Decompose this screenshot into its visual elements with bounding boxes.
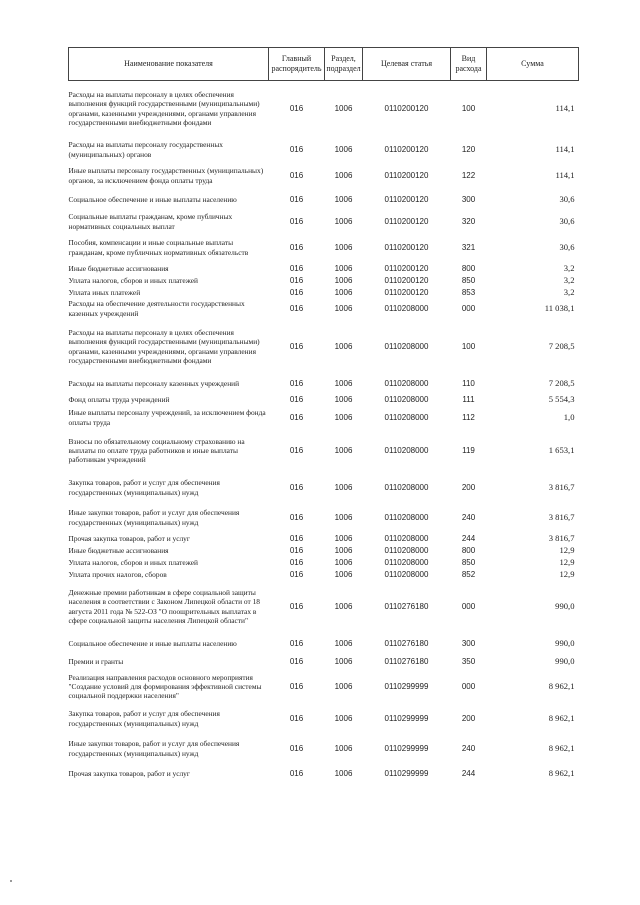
row-target-article: 0110208000 — [384, 412, 429, 422]
row-sum: 12,9 — [559, 544, 575, 555]
row-expense-type: 850 — [461, 557, 476, 567]
table-row — [69, 557, 579, 569]
row-sum: 7 208,5 — [548, 340, 575, 351]
scan-mark — [10, 880, 12, 882]
table-row — [69, 545, 579, 557]
row-main-manager: 016 — [289, 378, 304, 388]
row-target-article: 0110200120 — [384, 287, 429, 297]
row-name: Пособия, компенсации и иные социальные выплаты гражданам, кроме публичных нормативных обязательств — [68, 238, 249, 257]
budget-table — [68, 47, 579, 783]
row-section: 1006 — [334, 445, 353, 455]
row-section: 1006 — [334, 378, 353, 388]
row-expense-type: 000 — [461, 601, 476, 611]
table-row — [69, 581, 579, 633]
row-target-article: 0110200120 — [384, 194, 429, 204]
row-main-manager: 016 — [289, 242, 304, 252]
row-section: 1006 — [334, 303, 353, 313]
header-section: Раздел, подраздел — [325, 48, 363, 81]
row-sum: 990,0 — [555, 600, 575, 611]
row-section: 1006 — [334, 170, 353, 180]
table-row — [69, 733, 579, 765]
row-section: 1006 — [334, 263, 353, 273]
row-section: 1006 — [334, 512, 353, 522]
row-name: Закупка товаров, работ и услуг для обеспечения государственных (муниципальных) нужд — [68, 478, 220, 497]
row-expense-type: 120 — [461, 144, 476, 154]
row-name: Иные закупки товаров, работ и услуг для обеспечения государственных (муниципальных) нужд — [68, 508, 240, 527]
row-target-article: 0110208000 — [384, 533, 429, 543]
row-section: 1006 — [334, 482, 353, 492]
row-expense-type: 852 — [461, 569, 476, 579]
row-main-manager: 016 — [289, 445, 304, 455]
row-main-manager: 016 — [289, 394, 304, 404]
row-section: 1006 — [334, 569, 353, 579]
row-section: 1006 — [334, 656, 353, 666]
row-main-manager: 016 — [289, 170, 304, 180]
row-name: Прочая закупка товаров, работ и услуг — [68, 533, 190, 543]
row-section: 1006 — [334, 144, 353, 154]
row-sum: 8 962,1 — [548, 712, 575, 723]
row-name: Уплата иных платежей — [68, 287, 141, 297]
table-row — [69, 393, 579, 407]
row-main-manager: 016 — [289, 768, 304, 778]
table-row — [69, 705, 579, 733]
header-target-article: Целевая статья — [363, 48, 451, 81]
row-expense-type: 320 — [461, 216, 476, 226]
row-target-article: 0110200120 — [384, 170, 429, 180]
table-row — [69, 137, 579, 163]
row-name: Иные выплаты персоналу государственных (муниципальных) органов, за исключением фонда оплаты труда — [68, 166, 264, 185]
row-main-manager: 016 — [289, 104, 304, 114]
row-section: 1006 — [334, 287, 353, 297]
row-sum: 3 816,7 — [548, 481, 575, 492]
row-name: Иные выплаты персоналу учреждений, за исключением фонда оплаты труда — [68, 408, 266, 427]
row-name: Социальные выплаты гражданам, кроме публичных нормативных социальных выплат — [68, 212, 233, 231]
row-sum: 30,6 — [559, 193, 575, 204]
row-main-manager: 016 — [289, 601, 304, 611]
row-section: 1006 — [334, 713, 353, 723]
row-name: Расходы на обеспечение деятельности государственных казенных учреждений — [68, 299, 245, 318]
row-expense-type: 100 — [461, 341, 476, 351]
row-name: Уплата прочих налогов, сборов — [68, 569, 167, 579]
header-main-manager: Главный распорядитель — [269, 48, 325, 81]
row-sum: 1 653,1 — [548, 444, 575, 455]
row-name: Социальное обеспечение и иные выплаты населению — [68, 638, 237, 648]
row-expense-type: 111 — [462, 394, 475, 404]
row-target-article: 0110208000 — [384, 545, 429, 555]
row-main-manager: 016 — [289, 216, 304, 226]
row-expense-type: 200 — [461, 482, 476, 492]
row-sum: 12,9 — [559, 568, 575, 579]
table-row — [69, 375, 579, 393]
table-row — [69, 263, 579, 275]
row-target-article: 0110200120 — [384, 216, 429, 226]
row-expense-type: 200 — [461, 713, 476, 723]
row-target-article: 0110276180 — [384, 638, 429, 648]
row-section: 1006 — [334, 194, 353, 204]
row-expense-type: 300 — [461, 194, 476, 204]
row-expense-type: 000 — [461, 681, 476, 691]
row-section: 1006 — [334, 242, 353, 252]
row-name: Взносы по обязательному социальному страхованию на выплаты по оплате труда работников и иные выплаты работникам учреждений — [68, 436, 245, 465]
row-name: Премии и гранты — [68, 656, 124, 666]
table-row — [69, 503, 579, 533]
row-target-article: 0110208000 — [384, 512, 429, 522]
row-target-article: 0110208000 — [384, 569, 429, 579]
row-name: Денежные премии работникам в сфере социальной защиты населения в соответствии с Законом Липецкой области от 18 августа 2011 года № 522-ОЗ "О поощрительных выплатах в сфере социальной защиты населения Липецкой области" — [68, 587, 261, 625]
row-expense-type: 110 — [462, 378, 475, 388]
row-main-manager: 016 — [289, 263, 304, 273]
row-target-article: 0110299999 — [384, 681, 429, 691]
table-row — [69, 633, 579, 655]
row-main-manager: 016 — [289, 681, 304, 691]
row-main-manager: 016 — [289, 482, 304, 492]
table-row — [69, 319, 579, 375]
row-sum: 30,6 — [559, 241, 575, 252]
row-name: Уплата налогов, сборов и иных платежей — [68, 275, 198, 285]
row-main-manager: 016 — [289, 569, 304, 579]
row-section: 1006 — [334, 768, 353, 778]
row-target-article: 0110208000 — [384, 394, 429, 404]
row-name: Фонд оплаты труда учреждений — [68, 394, 170, 404]
row-main-manager: 016 — [289, 512, 304, 522]
row-expense-type: 853 — [461, 287, 476, 297]
row-sum: 3,2 — [563, 286, 575, 297]
row-main-manager: 016 — [289, 545, 304, 555]
row-target-article: 0110200120 — [384, 242, 429, 252]
row-main-manager: 016 — [289, 533, 304, 543]
row-main-manager: 016 — [289, 275, 304, 285]
row-target-article: 0110200120 — [384, 104, 429, 114]
table-row — [69, 473, 579, 503]
row-target-article: 0110276180 — [384, 656, 429, 666]
row-main-manager: 016 — [289, 341, 304, 351]
table-row — [69, 211, 579, 233]
row-sum: 5 554,3 — [548, 393, 575, 404]
row-section: 1006 — [334, 216, 353, 226]
row-name: Расходы на выплаты персоналу казенных учреждений — [68, 378, 240, 388]
row-sum: 12,9 — [559, 556, 575, 567]
row-expense-type: 321 — [461, 242, 476, 252]
row-target-article: 0110208000 — [384, 482, 429, 492]
row-target-article: 0110208000 — [384, 557, 429, 567]
row-expense-type: 850 — [461, 275, 476, 285]
header-name: Наименование показателя — [69, 48, 269, 81]
row-name: Уплата налогов, сборов и иных платежей — [68, 557, 198, 567]
row-sum: 3 816,7 — [548, 511, 575, 522]
row-target-article: 0110200120 — [384, 144, 429, 154]
row-section: 1006 — [334, 601, 353, 611]
row-section: 1006 — [334, 341, 353, 351]
table-row — [69, 299, 579, 319]
table-row — [69, 81, 579, 137]
row-sum: 114,1 — [555, 143, 575, 154]
row-main-manager: 016 — [289, 144, 304, 154]
row-name: Иные бюджетные ассигнования — [68, 263, 169, 273]
row-main-manager: 016 — [289, 287, 304, 297]
row-section: 1006 — [334, 533, 353, 543]
row-expense-type: 000 — [461, 303, 476, 313]
row-sum: 11 038,1 — [544, 302, 575, 313]
row-main-manager: 016 — [289, 743, 304, 753]
budget-table-page — [68, 47, 578, 783]
row-sum: 1,0 — [563, 411, 575, 422]
row-sum: 8 962,1 — [548, 680, 575, 691]
row-name: Иные закупки товаров, работ и услуг для обеспечения государственных (муниципальных) нужд — [68, 739, 240, 758]
row-expense-type: 800 — [461, 545, 476, 555]
row-sum: 990,0 — [555, 637, 575, 648]
row-section: 1006 — [334, 412, 353, 422]
row-target-article: 0110276180 — [384, 601, 429, 611]
row-sum: 3 816,7 — [548, 532, 575, 543]
row-sum: 8 962,1 — [548, 742, 575, 753]
row-main-manager: 016 — [289, 638, 304, 648]
table-row — [69, 569, 579, 581]
table-row — [69, 655, 579, 669]
row-main-manager: 016 — [289, 194, 304, 204]
table-row — [69, 669, 579, 705]
row-target-article: 0110200120 — [384, 263, 429, 273]
row-sum: 114,1 — [555, 169, 575, 180]
row-name: Расходы на выплаты персоналу государственных (муниципальных) органов — [68, 140, 223, 159]
row-expense-type: 122 — [461, 170, 476, 180]
row-expense-type: 119 — [462, 445, 475, 455]
row-section: 1006 — [334, 638, 353, 648]
row-name: Расходы на выплаты персоналу в целях обеспечения выполнения функций государственными (муниципальными) органами, казенными учреждениями, органами управления государственными внебюджетными фондами — [68, 327, 260, 365]
row-sum: 990,0 — [555, 655, 575, 666]
table-row — [69, 233, 579, 263]
row-section: 1006 — [334, 681, 353, 691]
row-sum: 7 208,5 — [548, 377, 575, 388]
row-section: 1006 — [334, 104, 353, 114]
table-body — [69, 81, 579, 783]
row-name: Закупка товаров, работ и услуг для обеспечения государственных (муниципальных) нужд — [68, 709, 220, 728]
row-expense-type: 240 — [461, 743, 476, 753]
row-target-article: 0110200120 — [384, 275, 429, 285]
row-main-manager: 016 — [289, 713, 304, 723]
row-main-manager: 016 — [289, 557, 304, 567]
table-row — [69, 189, 579, 211]
row-expense-type: 800 — [461, 263, 476, 273]
table-header — [69, 48, 579, 81]
row-expense-type: 240 — [461, 512, 476, 522]
row-name: Расходы на выплаты персоналу в целях обеспечения выполнения функций государственными (муниципальными) органами, казенными учреждениями, органами управления государственными внебюджетными фондами — [68, 90, 260, 128]
row-name: Реализация направления расходов основного мероприятия "Создание условий для формирования эффективной системы социальной поддержки населения" — [68, 672, 262, 701]
row-main-manager: 016 — [289, 303, 304, 313]
table-row — [69, 407, 579, 429]
header-expense-type: Вид расхода — [451, 48, 487, 81]
row-sum: 114,1 — [555, 103, 575, 114]
row-name: Иные бюджетные ассигнования — [68, 545, 169, 555]
table-row — [69, 429, 579, 473]
row-section: 1006 — [334, 275, 353, 285]
row-expense-type: 112 — [462, 412, 475, 422]
row-expense-type: 244 — [461, 533, 476, 543]
table-row — [69, 765, 579, 783]
row-target-article: 0110208000 — [384, 341, 429, 351]
row-section: 1006 — [334, 545, 353, 555]
row-sum: 3,2 — [563, 262, 575, 273]
row-section: 1006 — [334, 557, 353, 567]
row-section: 1006 — [334, 394, 353, 404]
row-target-article: 0110299999 — [384, 713, 429, 723]
row-target-article: 0110299999 — [384, 743, 429, 753]
row-target-article: 0110208000 — [384, 378, 429, 388]
row-sum: 8 962,1 — [548, 767, 575, 778]
table-row — [69, 275, 579, 287]
table-row — [69, 163, 579, 189]
row-target-article: 0110299999 — [384, 768, 429, 778]
row-expense-type: 300 — [461, 638, 476, 648]
row-target-article: 0110208000 — [384, 303, 429, 313]
row-sum: 30,6 — [559, 215, 575, 226]
row-name: Прочая закупка товаров, работ и услуг — [68, 768, 190, 778]
row-expense-type: 244 — [461, 768, 476, 778]
header-sum: Сумма — [487, 48, 579, 81]
row-expense-type: 100 — [461, 104, 476, 114]
row-section: 1006 — [334, 743, 353, 753]
row-target-article: 0110208000 — [384, 445, 429, 455]
row-main-manager: 016 — [289, 412, 304, 422]
row-main-manager: 016 — [289, 656, 304, 666]
row-name: Социальное обеспечение и иные выплаты населению — [68, 194, 237, 204]
row-sum: 3,2 — [563, 274, 575, 285]
table-row — [69, 287, 579, 299]
table-row — [69, 533, 579, 545]
row-expense-type: 350 — [461, 656, 476, 666]
